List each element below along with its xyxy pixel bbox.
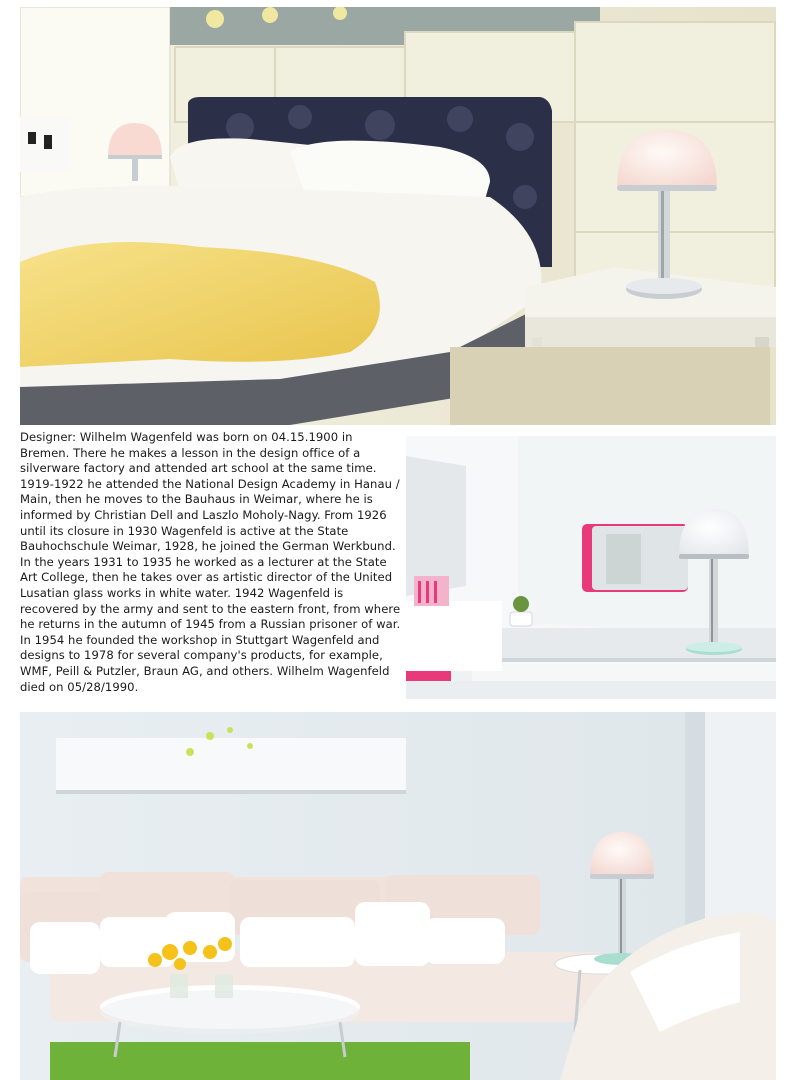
white-room-illustration bbox=[406, 436, 776, 699]
designer-biography: Designer: Wilhelm Wagenfeld was born on 04.15.1900 in Bremen. There he makes a lesson in the design office of a silverware factory and attended art school at the same time. 1919-1922 he attended the National Design Academy in Hanau / Main, then he moves to the Bauhaus in Weimar, where he is informed by Christian Dell and Laszlo Moholy-Nagy. From 1926 until its closure in 1930 Wagenfeld is active at the State Bauhochschule Weimar, 1928, he joined the German Werkbund. In the years 1931 to 1935 he worked as a lecturer at the State Art College, then he takes over as artistic director of the United Lusatian glass works in white water. 1942 Wagenfeld is recovered by the army and sent to the eastern front, from where he returns in the autumn of 1945 from a Russian prisoner of war. In 1954 he founded the workshop in Stuttgart Wagenfeld and designs to 1978 for several company's products, for example, WMF, Peill & Putzler, Braun AG, and others. Wilhelm Wagenfeld died on 05/28/1990. bbox=[20, 430, 401, 694]
living-room-photo bbox=[20, 712, 776, 1080]
living-room-illustration bbox=[20, 712, 776, 1080]
white-room-photo bbox=[406, 436, 776, 699]
bedroom-photo bbox=[20, 7, 776, 425]
bedroom-illustration bbox=[20, 7, 776, 425]
